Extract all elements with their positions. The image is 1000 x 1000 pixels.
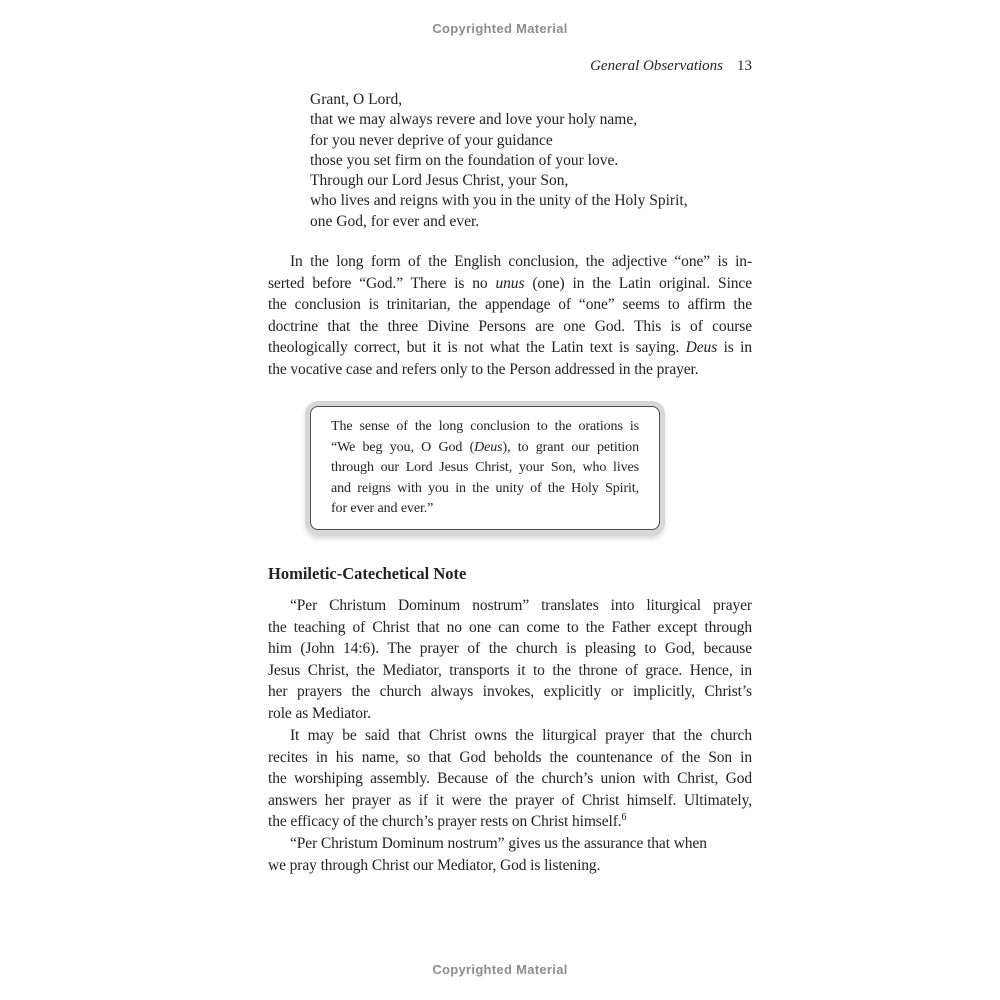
text-segment: for you never deprive of your guidance bbox=[310, 131, 553, 149]
text-line bbox=[268, 617, 752, 639]
text-segment: doctrine that the three Divine Persons are one God. This is of course bbox=[268, 317, 752, 335]
text-line bbox=[268, 790, 752, 812]
text-line bbox=[310, 151, 752, 171]
text-segment: (one) in the Latin original. Since bbox=[524, 274, 752, 292]
text-line bbox=[310, 90, 752, 110]
text-segment: her prayers the church always invokes, explicitly or implicitly, Christ’s bbox=[268, 683, 752, 700]
text-line bbox=[268, 294, 752, 316]
text-segment: for ever and ever.” bbox=[331, 501, 434, 517]
paragraph-assurance bbox=[268, 833, 752, 876]
text-segment: serted before “God.” There is no bbox=[268, 274, 496, 292]
text-segment: through our Lord Jesus Christ, your Son, who lives bbox=[331, 460, 639, 476]
copyright-notice-bottom: Copyrighted Material bbox=[432, 962, 568, 977]
text-segment: one God, for ever and ever. bbox=[310, 212, 480, 230]
text-segment: “We beg you, O God ( bbox=[331, 439, 475, 455]
text-segment: that we may always revere and love your holy name, bbox=[310, 111, 638, 129]
text-line bbox=[331, 438, 639, 459]
running-header bbox=[268, 58, 752, 75]
text-segment: Through our Lord Jesus Christ, your Son, bbox=[310, 172, 569, 190]
text-line bbox=[268, 768, 752, 790]
text-line bbox=[268, 725, 752, 747]
text-line bbox=[331, 417, 639, 438]
text-line bbox=[268, 855, 752, 877]
text-line bbox=[268, 337, 752, 359]
text-line bbox=[268, 316, 752, 338]
text-line bbox=[331, 499, 639, 520]
text-line bbox=[331, 458, 639, 479]
copyright-notice-top: Copyrighted Material bbox=[432, 21, 568, 36]
text-segment: we pray through Christ our Mediator, God is listening. bbox=[268, 856, 601, 874]
text-line bbox=[268, 703, 752, 725]
text-line bbox=[310, 191, 752, 211]
section-heading: Homiletic-Catechetical Note bbox=[268, 564, 467, 583]
text-line bbox=[268, 811, 752, 833]
text-line bbox=[268, 660, 752, 682]
text-line bbox=[310, 171, 752, 191]
text-segment: is in bbox=[717, 339, 753, 356]
text-line bbox=[268, 638, 752, 660]
text-segment: The sense of the long conclusion to the orations is bbox=[331, 419, 639, 434]
text-segment: the worshiping assembly. Because of the church’s union with Christ, God bbox=[268, 770, 752, 787]
text-segment: “Per Christum Dominum nostrum” translates into liturgical prayer bbox=[290, 597, 752, 614]
text-segment: recites in his name, so that God beholds the countenance of the Son in bbox=[268, 748, 752, 766]
paragraph-per-christum-translates bbox=[268, 595, 752, 724]
text-line bbox=[268, 359, 752, 381]
page-number: 13 bbox=[737, 58, 752, 74]
italic-text: Deus bbox=[474, 439, 503, 455]
text-line bbox=[268, 833, 752, 855]
text-segment: ), to grant our petition bbox=[502, 439, 639, 455]
text-segment: the vocative case and refers only to the Person addressed in the prayer. bbox=[268, 360, 699, 378]
footnote-marker: 6 bbox=[621, 811, 627, 823]
text-segment: answers her prayer as if it were the prayer of Christ himself. Ultimately, bbox=[268, 791, 752, 809]
paragraph-long-form-conclusion bbox=[268, 251, 752, 380]
text-segment: those you set firm on the foundation of your love. bbox=[310, 151, 619, 169]
text-segment: It may be said that Christ owns the liturgical prayer that the church bbox=[290, 727, 752, 744]
running-header-title: General Observations bbox=[590, 58, 723, 74]
text-segment: and reigns with you in the unity of the Holy Spirit, bbox=[331, 480, 639, 496]
paragraph-christ-owns-prayer bbox=[268, 725, 752, 833]
text-segment: theologically correct, but it is not what the Latin text is saying. bbox=[268, 339, 686, 356]
text-line bbox=[331, 479, 639, 500]
text-line bbox=[310, 212, 752, 232]
text-line bbox=[268, 747, 752, 769]
prayer-block bbox=[310, 90, 752, 232]
text-segment: the teaching of Christ that no one can come to the Father except through bbox=[268, 618, 752, 636]
text-segment: In the long form of the English conclusion, the adjective “one” is in- bbox=[290, 253, 752, 270]
italic-text: Deus bbox=[685, 339, 718, 356]
text-line bbox=[268, 681, 752, 703]
text-segment: the conclusion is trinitarian, the appendage of “one” seems to affirm the bbox=[268, 296, 752, 313]
text-line bbox=[268, 251, 752, 273]
text-segment: “Per Christum Dominum nostrum” gives us the assurance that when bbox=[290, 835, 707, 852]
text-line bbox=[268, 273, 752, 295]
text-segment: Grant, O Lord, bbox=[310, 91, 403, 108]
italic-text: unus bbox=[495, 274, 525, 292]
text-line bbox=[268, 595, 752, 617]
text-segment: Jesus Christ, the Mediator, transports it to the throne of grace. Hence, in bbox=[268, 661, 752, 679]
callout-note-box bbox=[310, 406, 660, 530]
text-line bbox=[310, 131, 752, 151]
text-line bbox=[310, 110, 752, 130]
text-segment: role as Mediator. bbox=[268, 704, 371, 722]
text-segment: the efficacy of the church’s prayer rests on Christ himself. bbox=[268, 813, 622, 830]
text-segment: him (John 14:6). The prayer of the church is pleasing to God, because bbox=[268, 640, 752, 657]
text-segment: who lives and reigns with you in the unity of the Holy Spirit, bbox=[310, 192, 688, 210]
